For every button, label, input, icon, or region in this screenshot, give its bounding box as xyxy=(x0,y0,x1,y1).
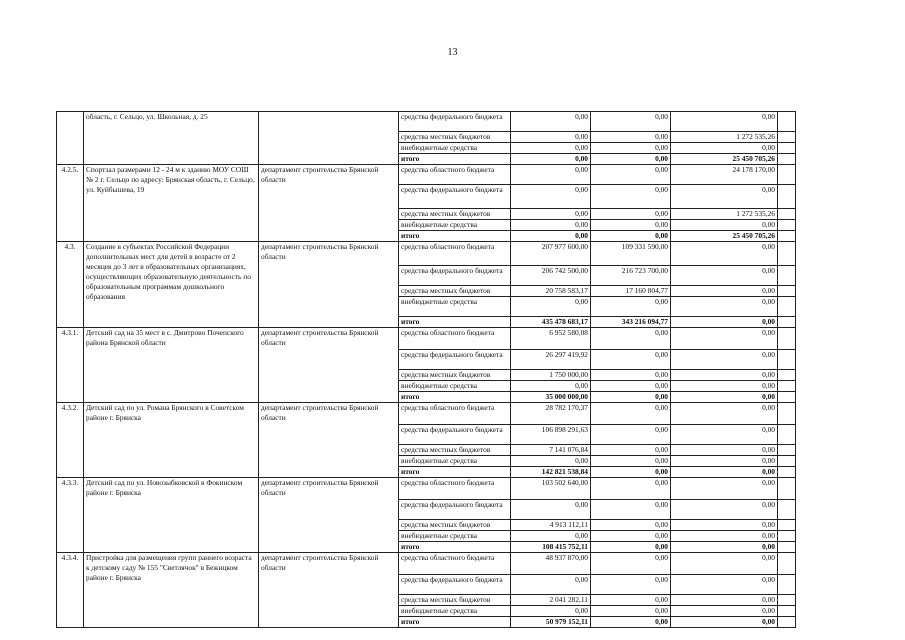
amount-year-2: 0,00 xyxy=(591,328,671,350)
amount-year-1: 207 977 600,00 xyxy=(511,242,591,266)
blank-cell xyxy=(778,143,796,154)
funding-source: средства областного бюджета xyxy=(399,553,511,575)
blank-cell xyxy=(778,575,796,595)
amount-year-1: 103 502 640,00 xyxy=(511,478,591,500)
funding-source: итого xyxy=(399,231,511,242)
amount-year-3: 0,00 xyxy=(671,553,778,575)
amount-year-3: 1 272 535,26 xyxy=(671,132,778,143)
item-code: 4.3.3. xyxy=(57,478,84,553)
amount-year-3: 0,00 xyxy=(671,575,778,595)
funding-source: средства федерального бюджета xyxy=(399,185,511,209)
funding-source: средства местных бюджетов xyxy=(399,445,511,456)
amount-year-1: 0,00 xyxy=(511,112,591,132)
amount-year-3: 0,00 xyxy=(671,456,778,467)
amount-year-1: 0,00 xyxy=(511,231,591,242)
funding-source: итого xyxy=(399,154,511,165)
funding-source: средства федерального бюджета xyxy=(399,112,511,132)
amount-year-3: 0,00 xyxy=(671,606,778,617)
funding-source: внебюджетные средства xyxy=(399,297,511,317)
blank-cell xyxy=(778,456,796,467)
blank-cell xyxy=(778,266,796,286)
funding-source: средства местных бюджетов xyxy=(399,286,511,297)
amount-year-2: 0,00 xyxy=(591,478,671,500)
item-executor: департамент строительства Брянской области xyxy=(259,403,399,478)
item-name: Спортзал размерами 12 - 24 м к зданию МОУ СОШ № 2 г. Сельцо по адресу: Брянская область, г. Сельцо, ул. Куйбышева, 19 xyxy=(84,165,259,242)
amount-year-1: 206 742 500,00 xyxy=(511,266,591,286)
amount-year-1: 28 782 170,37 xyxy=(511,403,591,425)
item-name: Детский сад на 35 мест в с. Дмитрово Почепского района Брянской области xyxy=(84,328,259,403)
amount-year-2: 0,00 xyxy=(591,209,671,220)
amount-year-3: 0,00 xyxy=(671,403,778,425)
amount-year-2: 0,00 xyxy=(591,425,671,445)
amount-year-2: 0,00 xyxy=(591,456,671,467)
blank-cell xyxy=(778,154,796,165)
table-row xyxy=(57,112,796,132)
blank-cell xyxy=(778,165,796,185)
item-executor: департамент строительства Брянской области xyxy=(259,242,399,328)
amount-year-3: 0,00 xyxy=(671,297,778,317)
funding-source: средства областного бюджета xyxy=(399,165,511,185)
amount-year-2: 0,00 xyxy=(591,112,671,132)
blank-cell xyxy=(778,185,796,209)
amount-year-3: 25 450 705,26 xyxy=(671,154,778,165)
amount-year-2: 0,00 xyxy=(591,154,671,165)
funding-source: средства местных бюджетов xyxy=(399,520,511,531)
funding-source: средства федерального бюджета xyxy=(399,350,511,370)
amount-year-1: 0,00 xyxy=(511,575,591,595)
amount-year-2: 343 216 094,77 xyxy=(591,317,671,328)
amount-year-1: 108 415 752,11 xyxy=(511,542,591,553)
amount-year-3: 0,00 xyxy=(671,350,778,370)
funding-source: средства областного бюджета xyxy=(399,242,511,266)
blank-cell xyxy=(778,209,796,220)
page-number: 13 xyxy=(447,47,458,58)
amount-year-3: 25 450 705,26 xyxy=(671,231,778,242)
amount-year-3: 0,00 xyxy=(671,185,778,209)
amount-year-2: 0,00 xyxy=(591,381,671,392)
amount-year-3: 0,00 xyxy=(671,286,778,297)
funding-source: средства федерального бюджета xyxy=(399,575,511,595)
table-row xyxy=(57,553,796,575)
blank-cell xyxy=(778,478,796,500)
item-code: 4.3. xyxy=(57,242,84,328)
item-name: Пристройка для размещения групп раннего возраста к детскому саду № 155 "Светлячок" в Бежицком районе г. Брянска xyxy=(84,553,259,628)
funding-source: итого xyxy=(399,392,511,403)
blank-cell xyxy=(778,425,796,445)
funding-source: средства местных бюджетов xyxy=(399,209,511,220)
amount-year-2: 0,00 xyxy=(591,165,671,185)
amount-year-1: 6 952 580,08 xyxy=(511,328,591,350)
amount-year-1: 435 478 683,17 xyxy=(511,317,591,328)
blank-cell xyxy=(778,542,796,553)
item-executor xyxy=(259,112,399,165)
funding-source: средства областного бюджета xyxy=(399,328,511,350)
item-code: 4.3.4. xyxy=(57,553,84,628)
blank-cell xyxy=(778,520,796,531)
amount-year-2: 0,00 xyxy=(591,350,671,370)
funding-source: средства местных бюджетов xyxy=(399,132,511,143)
amount-year-2: 0,00 xyxy=(591,445,671,456)
amount-year-2: 0,00 xyxy=(591,370,671,381)
amount-year-2: 0,00 xyxy=(591,500,671,520)
amount-year-1: 0,00 xyxy=(511,220,591,231)
item-code xyxy=(57,112,84,165)
amount-year-2: 216 723 700,00 xyxy=(591,266,671,286)
amount-year-2: 0,00 xyxy=(591,520,671,531)
funding-source: средства местных бюджетов xyxy=(399,370,511,381)
amount-year-2: 0,00 xyxy=(591,531,671,542)
blank-cell xyxy=(778,317,796,328)
amount-year-1: 2 041 282,11 xyxy=(511,595,591,606)
item-name: Детский сад по ул. Новозыбковской в Фокинском районе г. Брянска xyxy=(84,478,259,553)
item-code: 4.3.2. xyxy=(57,403,84,478)
amount-year-3: 0,00 xyxy=(671,392,778,403)
amount-year-3: 0,00 xyxy=(671,500,778,520)
amount-year-2: 0,00 xyxy=(591,392,671,403)
amount-year-1: 0,00 xyxy=(511,531,591,542)
blank-cell xyxy=(778,392,796,403)
amount-year-3: 0,00 xyxy=(671,617,778,628)
amount-year-2: 0,00 xyxy=(591,553,671,575)
budget-table-body xyxy=(57,112,796,628)
amount-year-2: 0,00 xyxy=(591,595,671,606)
blank-cell xyxy=(778,328,796,350)
amount-year-3: 0,00 xyxy=(671,425,778,445)
amount-year-1: 0,00 xyxy=(511,143,591,154)
item-name: Создание в субъектах Российской Федерации дополнительных мест для детей в возрасте от 2 месяцев до 3 лет в образовательных организациях, осуществляющих образовательную деятельность по образовательным программам дошкольного образования xyxy=(84,242,259,328)
item-executor: департамент строительства Брянской области xyxy=(259,478,399,553)
funding-source: средства областного бюджета xyxy=(399,403,511,425)
amount-year-1: 4 913 112,11 xyxy=(511,520,591,531)
item-executor: департамент строительства Брянской области xyxy=(259,553,399,628)
funding-source: внебюджетные средства xyxy=(399,531,511,542)
funding-source: средства федерального бюджета xyxy=(399,425,511,445)
amount-year-2: 0,00 xyxy=(591,467,671,478)
blank-cell xyxy=(778,112,796,132)
blank-cell xyxy=(778,467,796,478)
amount-year-2: 17 160 804,77 xyxy=(591,286,671,297)
amount-year-2: 0,00 xyxy=(591,575,671,595)
amount-year-1: 20 758 583,17 xyxy=(511,286,591,297)
funding-source: внебюджетные средства xyxy=(399,381,511,392)
item-code: 4.3.1. xyxy=(57,328,84,403)
amount-year-3: 0,00 xyxy=(671,112,778,132)
amount-year-3: 0,00 xyxy=(671,520,778,531)
blank-cell xyxy=(778,350,796,370)
funding-source: итого xyxy=(399,617,511,628)
funding-source: внебюджетные средства xyxy=(399,220,511,231)
amount-year-3: 0,00 xyxy=(671,328,778,350)
funding-source: внебюджетные средства xyxy=(399,143,511,154)
blank-cell xyxy=(778,381,796,392)
amount-year-2: 0,00 xyxy=(591,185,671,209)
amount-year-3: 0,00 xyxy=(671,595,778,606)
amount-year-3: 0,00 xyxy=(671,478,778,500)
amount-year-3: 24 178 170,00 xyxy=(671,165,778,185)
funding-source: средства областного бюджета xyxy=(399,478,511,500)
amount-year-3: 0,00 xyxy=(671,370,778,381)
amount-year-3: 0,00 xyxy=(671,242,778,266)
amount-year-1: 1 750 000,00 xyxy=(511,370,591,381)
amount-year-3: 0,00 xyxy=(671,467,778,478)
blank-cell xyxy=(778,370,796,381)
blank-cell xyxy=(778,617,796,628)
amount-year-2: 109 331 590,00 xyxy=(591,242,671,266)
amount-year-3: 0,00 xyxy=(671,381,778,392)
funding-source: внебюджетные средства xyxy=(399,606,511,617)
amount-year-2: 0,00 xyxy=(591,617,671,628)
funding-source: внебюджетные средства xyxy=(399,456,511,467)
amount-year-3: 0,00 xyxy=(671,531,778,542)
amount-year-1: 0,00 xyxy=(511,132,591,143)
item-executor: департамент строительства Брянской области xyxy=(259,328,399,403)
blank-cell xyxy=(778,403,796,425)
amount-year-3: 0,00 xyxy=(671,220,778,231)
item-name: область, г. Сельцо, ул. Школьная, д. 25 xyxy=(84,112,259,165)
blank-cell xyxy=(778,286,796,297)
blank-cell xyxy=(778,242,796,266)
amount-year-3: 0,00 xyxy=(671,445,778,456)
amount-year-1: 26 297 419,92 xyxy=(511,350,591,370)
amount-year-2: 0,00 xyxy=(591,297,671,317)
amount-year-1: 0,00 xyxy=(511,500,591,520)
amount-year-1: 7 141 076,84 xyxy=(511,445,591,456)
amount-year-3: 0,00 xyxy=(671,317,778,328)
blank-cell xyxy=(778,606,796,617)
table-row xyxy=(57,403,796,425)
budget-table xyxy=(56,111,796,628)
blank-cell xyxy=(778,500,796,520)
blank-cell xyxy=(778,220,796,231)
amount-year-3: 0,00 xyxy=(671,266,778,286)
amount-year-2: 0,00 xyxy=(591,606,671,617)
amount-year-2: 0,00 xyxy=(591,143,671,154)
amount-year-1: 48 937 870,00 xyxy=(511,553,591,575)
amount-year-1: 35 000 000,00 xyxy=(511,392,591,403)
amount-year-3: 0,00 xyxy=(671,542,778,553)
amount-year-1: 0,00 xyxy=(511,165,591,185)
amount-year-1: 0,00 xyxy=(511,381,591,392)
amount-year-1: 0,00 xyxy=(511,297,591,317)
funding-source: итого xyxy=(399,317,511,328)
blank-cell xyxy=(778,445,796,456)
blank-cell xyxy=(778,553,796,575)
funding-source: средства федерального бюджета xyxy=(399,500,511,520)
table-row xyxy=(57,478,796,500)
amount-year-2: 0,00 xyxy=(591,132,671,143)
amount-year-1: 106 898 291,63 xyxy=(511,425,591,445)
amount-year-1: 0,00 xyxy=(511,456,591,467)
item-code: 4.2.5. xyxy=(57,165,84,242)
funding-source: средства местных бюджетов xyxy=(399,595,511,606)
table-row xyxy=(57,165,796,185)
blank-cell xyxy=(778,231,796,242)
amount-year-2: 0,00 xyxy=(591,220,671,231)
item-executor: департамент строительства Брянской области xyxy=(259,165,399,242)
funding-source: итого xyxy=(399,542,511,553)
blank-cell xyxy=(778,132,796,143)
amount-year-1: 0,00 xyxy=(511,185,591,209)
blank-cell xyxy=(778,531,796,542)
amount-year-2: 0,00 xyxy=(591,231,671,242)
amount-year-2: 0,00 xyxy=(591,403,671,425)
table-row xyxy=(57,328,796,350)
funding-source: итого xyxy=(399,467,511,478)
funding-source: средства федерального бюджета xyxy=(399,266,511,286)
amount-year-1: 0,00 xyxy=(511,606,591,617)
amount-year-3: 0,00 xyxy=(671,143,778,154)
item-name: Детский сад по ул. Романа Брянского в Советском районе г. Брянска xyxy=(84,403,259,478)
amount-year-1: 0,00 xyxy=(511,209,591,220)
blank-cell xyxy=(778,595,796,606)
amount-year-1: 0,00 xyxy=(511,154,591,165)
blank-cell xyxy=(778,297,796,317)
table-row xyxy=(57,242,796,266)
amount-year-3: 1 272 535,26 xyxy=(671,209,778,220)
amount-year-1: 142 821 538,84 xyxy=(511,467,591,478)
amount-year-1: 50 979 152,11 xyxy=(511,617,591,628)
amount-year-2: 0,00 xyxy=(591,542,671,553)
